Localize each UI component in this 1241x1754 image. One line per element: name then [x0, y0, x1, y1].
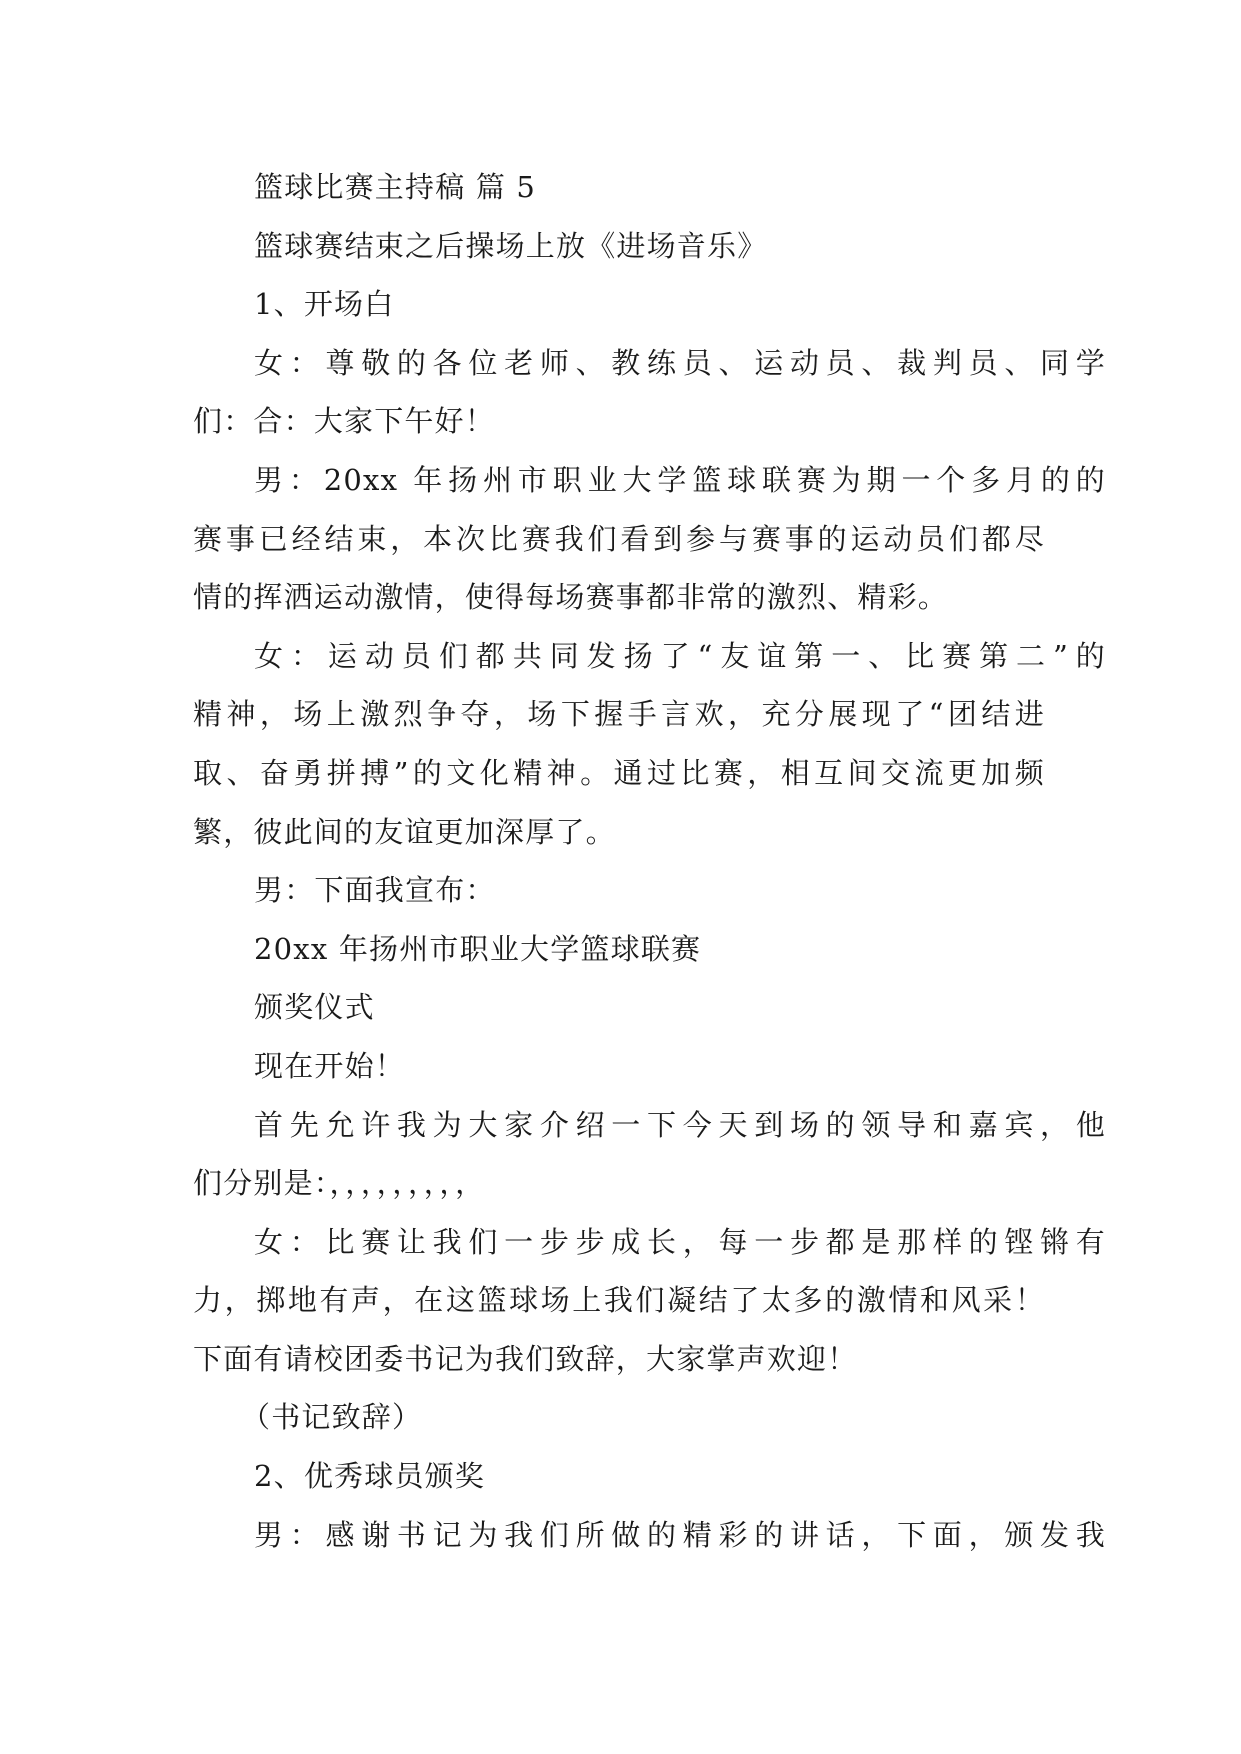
paragraph-line: 颁奖仪式: [254, 990, 375, 1025]
document-body: [193, 158, 1106, 1564]
document-title: 篮球比赛主持稿 篇 5: [254, 170, 537, 204]
paragraph-line: 首先允许我为大家介绍一下今天到场的领导和嘉宾，他: [254, 1107, 1106, 1142]
paragraph-line: 女：运动员们都共同发扬了“友谊第一、比赛第二”的: [254, 638, 1106, 673]
paragraph-line: 男：下面我宣布：: [254, 873, 496, 908]
section-heading: 1、开场白: [254, 287, 395, 322]
paragraph-line: 力，掷地有声，在这篮球场上我们凝结了太多的激情和风采！: [193, 1283, 1045, 1318]
paragraph-line: 精神，场上激烈争夺，场下握手言欢，充分展现了“团结进: [193, 697, 1045, 732]
paragraph-line: 男：20xx 年扬州市职业大学篮球联赛为期一个多月的的: [254, 462, 1106, 497]
paragraph-line: 下面有请校团委书记为我们致辞，大家掌声欢迎！: [193, 1341, 858, 1376]
paragraph-line: 们：合：大家下午好！: [193, 404, 496, 439]
paragraph-line: （书记致辞）: [241, 1400, 423, 1435]
paragraph-line: 取、奋勇拼搏”的文化精神。通过比赛，相互间交流更加频: [193, 755, 1045, 790]
paragraph-line: 女：比赛让我们一步步成长，每一步都是那样的铿锵有: [254, 1224, 1106, 1259]
paragraph-line: 们分别是：，，，，，，，，，: [193, 1166, 486, 1201]
paragraph-line: 女：尊敬的各位老师、教练员、运动员、裁判员、同学: [254, 345, 1106, 380]
paragraph-line: 篮球赛结束之后操场上放《进场音乐》: [254, 228, 768, 263]
paragraph-line: 繁，彼此间的友谊更加深厚了。: [193, 814, 616, 849]
paragraph-line: 男：感谢书记为我们所做的精彩的讲话，下面，颁发我: [254, 1517, 1106, 1552]
paragraph-line: 情的挥洒运动激情，使得每场赛事都非常的激烈、精彩。: [193, 580, 949, 615]
section-heading: 2、优秀球员颁奖: [254, 1459, 486, 1494]
paragraph-line: 现在开始！: [254, 1048, 406, 1083]
paragraph-line: 20xx 年扬州市职业大学篮球联赛: [254, 931, 702, 966]
paragraph-line: 赛事已经结束，本次比赛我们看到参与赛事的运动员们都尽: [193, 521, 1045, 556]
